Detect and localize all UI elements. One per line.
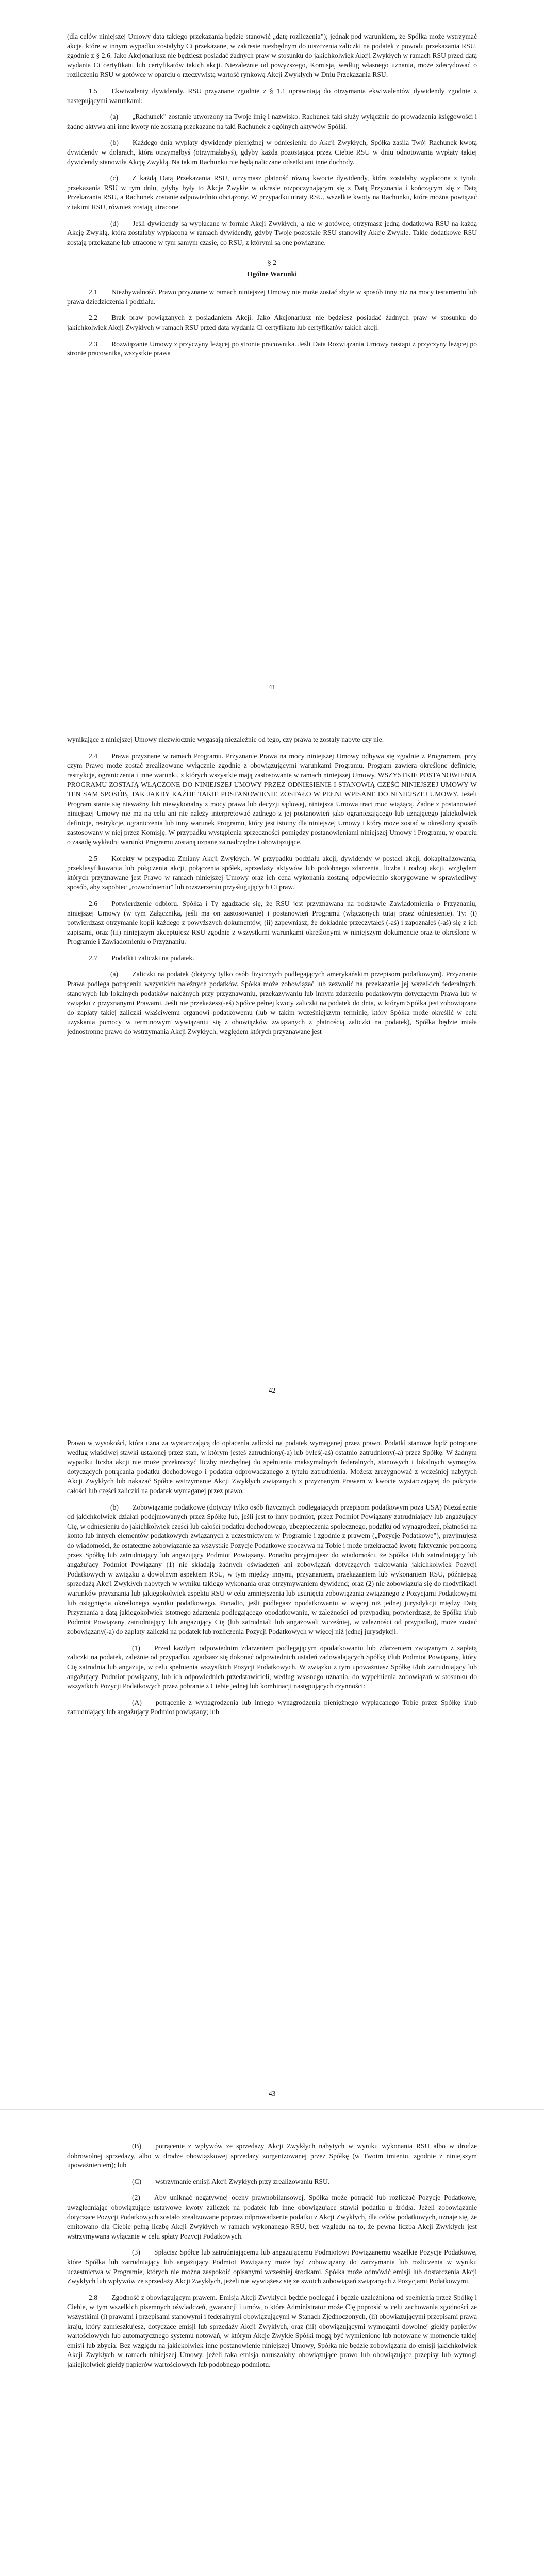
paragraph-2-7-b-1: (1) Przed każdym odpowiednim zdarzeniem podlegającym opodatkowaniu lub zdarzeniem związanym z zapłatą zaliczki na podatek, zależnie od przypadku, zgadzasz się dokonać odpowiednich ustaleń zadowalających Spółkę i/lub Podmiot Powiązany, który Cię zatrudnia lub angażuje, w celu spełnienia wszystkich Pozycji Podatkowych. W związku z tym upoważniasz Spółkę i/lub zatrudniający lub angażujący Podmiot powiązany, lub ich odpowiednich przedstawicieli, według własnego uznania, do wypełnienia zobowiązań w stosunku do wszystkich Pozycji Podatkowych przez pobranie z Ciebie jednej lub kombinacji następujących czynności: [67, 1643, 477, 1690]
section-title: Ogólne Warunki [247, 270, 297, 278]
paragraph-2-7-b-1-a: (A) potrącenie z wynagrodzenia lub innego wynagrodzenia pieniężnego wypłacanego Tobie przez Spółkę i/lub zatrudniający lub angażujący Podmiot powiązany; lub [67, 1698, 477, 1716]
paragraph-1-5-c: (c) Z każdą Datą Przekazania RSU, otrzymasz płatność równą kwocie dywidendy, która zostałaby wypłacona z tytułu przekazania RSU w tym dniu, gdyby były to Akcje Zwykłe w okresie rozpoczynającym się z Datą Przyznania i kończącym się z Datą Przekazania RSU, a Rachunek zostanie odpowiednio obciążony. W przypadku utraty RSU, wszelkie kwoty na Rachunku, które można powiązać z takimi RSU, również zostają utracone. [67, 174, 477, 211]
paragraph-2-7-b-1-b: (B) potrącenie z wpływów ze sprzedaży Akcji Zwykłych nabytych w wyniku wykonania RSU albo w drodze dobrowolnej sprzedaży, albo w drodze obowiązkowej sprzedaży zorganizowanej przez Spółkę (w Twoim imieniu, zgodnie z niniejszym upoważnieniem); lub [67, 2142, 477, 2170]
document-page [0, 703, 544, 1406]
paragraph-1-5-a: (a) „Rachunek” zostanie utworzony na Twoje imię i nazwisko. Rachunek taki służy wyłącznie do prowadzenia księgowości i żadne aktywa ani inne kwoty nie zostaną przekazane na taki Rachunek z ogólnych aktywów Spółki. [67, 113, 477, 130]
paragraph-2-5: 2.5 Korekty w przypadku Zmiany Akcji Zwykłych. W przypadku podziału akcji, dywidendy w postaci akcji, dokapitalizowania, przeklasyfikowania lub połączenia akcji, połączenia spółek, sprzedaży aktywów lub podobnego zdarzenia, liczba i rodzaj akcji, względem których przyznawane jest Prawo w ramach niniejszej Umowy oraz ich cena wykonania zostaną odpowiednio skorygowane w sprawiedliwy sposób, aby zapobiec „rozwodnieniu” lub rozszerzeniu przysługujących Ci praw. [67, 854, 477, 891]
document-page [0, 1406, 544, 2110]
paragraph-2-7-a: (a) Zaliczki na podatek (dotyczy tylko osób fizycznych podlegających amerykańskim przepisom podatkowym). Przyznanie Prawa podlega potrąceniu wszystkich należnych podatków. Spółka może zobowiązać lub zezwolić na przekazanie jej wszelkich federalnych, stanowych lub lokalnych podatków należnych przy przyznawaniu, przekazywaniu lub innym zdarzeniu podatkowym dotyczącym Prawa lub w związku z przyznanymi Prawami. Jeśli nie przekażesz(-eś) Spółce pełnej kwoty zaliczki na podatek do dnia, w którym Spółka jest zobowiązana do zapłaty takiej zaliczki właściwemu organowi podatkowemu (lub w takim wcześniejszym terminie, który Spółka może określić w celu uzyskania pomocy w terminowym wywiązaniu się z obowiązków związanych z płatnością zaliczki na podatek), Spółka będzie miała jednostronne prawo do wstrzymania Akcji Zwykłych, względem których przyznawane jest [67, 970, 477, 1036]
paragraph: Prawo w wysokości, która uzna za wystarczającą do opłacenia zaliczki na podatek wymaganej przez prawo. Podatki stanowe bądź potrącane według właściwej stawki ustalonej przez stan, w którym jesteś zatrudniony(-a) lub byłeś(-aś) ostatnio zatrudniony(-a) przez Spółkę. W żadnym wypadku liczba akcji nie może przekroczyć liczby niezbędnej do spełnienia maksymalnych federalnych, stanowych i lokalnych wymogów dotyczących potrącania podatku dochodowego i podatku odprowadzanego z tytułu zatrudnienia. Możesz zrezygnować z wcześniej nabytych Akcji Zwykłych lub nakazać Spółce wstrzymanie Akcji Zwykłych związanych z przyznanym Prawem w kwocie wystarczającej do pokrycia całości lub części zaliczki na podatek wymaganej przez prawo. [67, 1439, 477, 1495]
paragraph: (dla celów niniejszej Umowy data takiego przekazania będzie stanowić „datę rozliczenia”); jednak pod warunkiem, że Spółka może wstrzymać akcje, które w innym wypadku zostałyby Ci przekazane, w zakresie niezbędnym do uiszczenia zaliczki na podatek z powodu przekazania RSU, zgodnie z § 2.6. Jako Akcjonariusz nie będziesz posiadać żadnych praw w stosunku do jakichkolwiek Akcji Zwykłych w ramach RSU przed datą wydania Ci certyfikatu lub certyfikatów takich akcji. Niezależnie od powyższego, Komisja, według własnego uznania, może zdecydować o rozliczeniu RSU w gotówce w oparciu o rzeczywistą wartość rynkową Akcji Zwykłych w Dniu Przekazania RSU. [67, 32, 477, 79]
paragraph-1-5-d: (d) Jeśli dywidendy są wypłacane w formie Akcji Zwykłych, a nie w gotówce, otrzymasz jedną dodatkową RSU na każdą Akcję Zwykłą, która zostałaby wypłacona w ramach dywidendy, gdyby Twoje pozostałe RSU stanowiły Akcje Zwykłe. Takie dodatkowe RSU zostają przekazane lub utracone w tym samym czasie, co RSU, z którymi są one powiązane. [67, 219, 477, 246]
page-number: 42 [268, 1386, 276, 1394]
page-number: 41 [268, 683, 276, 691]
paragraph-2-7-b: (b) Zobowiązanie podatkowe (dotyczy tylko osób fizycznych podlegających przepisom podatkowym poza USA) Niezależnie od jakichkolwiek działań podejmowanych przez Spółkę lub, jeśli jest to inny podmiot, przez Podmiot Powiązany zatrudniający lub angażujący Cię, w odniesieniu do jakichkolwiek części lub całości podatku dochodowego, ubezpieczenia społecznego, podatku od wynagrodzeń, płatności na konto lub innych elementów podatkowych związanych z uczestnictwem w Programie i zgodnie z prawem („Pozycje Podatkowe”), przyjmujesz do wiadomości, że ostateczne zobowiązanie za wszystkie Pozycje Podatkowe spoczywa na Tobie i może przekraczać kwotę faktycznie potrąconą przez Spółkę lub zatrudniający lub angażujący Podmiot Powiązany. Ponadto przyjmujesz do wiadomości, że Spółka i/lub zatrudniający lub angażujący Podmiot Powiązany (1) nie składają żadnych oświadczeń ani zobowiązań dotyczących traktowania jakichkolwiek Pozycji Podatkowych w związku z dowolnym aspektem RSU, w tym między innymi, przyznaniem, przekazaniem lub wykonaniem RSU, późniejszą sprzedażą Akcji Zwykłych nabytych w wyniku takiego wykonania oraz otrzymywaniem dywidend; oraz (2) nie zobowiązują się do modyfikacji warunków przyznania lub jakiegokolwiek aspektu RSU w celu zmniejszenia lub usunięcia zobowiązania związanego z Pozycjami Podatkowymi lub osiągnięcia określonego wyniku podatkowego. Ponadto, jeśli podlegasz opodatkowaniu w więcej niż jednej jurysdykcji między Datą Przyznania a datą jakiegokolwiek istotnego zdarzenia podlegającego opodatkowaniu, w zależności od przypadku, potwierdzasz, że Spółka i/lub Podmiot Powiązany zatrudniający lub angażujący Cię (lub zatrudniali lub angażowali wcześniej, w zależności od przypadku), może zostać zobowiązany(-a) do zapłaty zaliczki na podatek lub rozliczenia Pozycji Podatkowych w więcej niż jednej jurysdykcji. [67, 1503, 477, 1636]
page-number: 43 [268, 2090, 276, 2097]
document-page [0, 0, 544, 703]
paragraph-2-2: 2.2 Brak praw powiązanych z posiadaniem Akcji. Jako Akcjonariusz nie będziesz posiadać żadnych praw w stosunku do jakichkolwiek Akcji Zwykłych w ramach RSU przed datą wydania Ci certyfikatu lub certyfikatów takich akcji. [67, 314, 477, 332]
paragraph-2-8: 2.8 Zgodność z obowiązującym prawem. Emisja Akcji Zwykłych będzie podlegać i będzie uzależniona od spełnienia przez Spółkę i Ciebie, w tym wszelkich pisemnych oświadczeń, gwarancji i umów, o które Administrator może Cię poprosić w celu zachowania zgodności ze wszystkimi (i) prawami i przepisami stanowymi i federalnymi obowiązującymi w Stanach Zjednoczonych, (ii) obowiązującymi przepisami prawa kraju, który zamieszkujesz, dotyczące emisji lub sprzedaży Akcji Zwykłych, oraz (iii) obowiązującymi wymogami dowolnej giełdy papierów wartościowych lub automatycznego systemu notowań, w którym Akcje Zwykłe Spółki mogą być wymienione lub notowane w momencie takiej emisji lub zbycia. Bez względu na jakiekolwiek inne postanowienie niniejszej Umowy, Spółka nie będzie zobowiązana do emisji jakichkolwiek Akcji Zwykłych w ramach niniejszej Umowy, jeżeli taka emisja naruszałaby obowiązujące prawo lub obowiązujące przepisy lub wymogi jakiejkolwiek giełdy papierów wartościowych lub podobnego podmiotu. [67, 2293, 477, 2368]
document-page [0, 2110, 544, 2576]
paragraph-2-1: 2.1 Niezbywalność. Prawo przyznane w ramach niniejszej Umowy nie może zostać zbyte w sposób inny niż na mocy testamentu lub prawa dziedziczenia i podziału. [67, 288, 477, 306]
paragraph-2-3: 2.3 Rozwiązanie Umowy z przyczyny leżącej po stronie pracownika. Jeśli Data Rozwiązania Umowy nastąpi z przyczyny leżącej po stronie pracownika, wszystkie prawa [67, 340, 477, 358]
paragraph-2-7-b-2: (2) Aby uniknąć negatywnej oceny prawnobilansowej, Spółka może potrącić lub rozliczać Pozycje Podatkowe, uwzględniając obowiązujące ustawowe kwoty zaliczek na podatek lub inne obowiązujące stawki podatku u źródła. Jeżeli zobowiązanie dotyczące Pozycji Podatkowych zostało zrealizowane poprzez odprowadzenie podatku z Akcji Zwykłych, dla celów podatkowych, uznaje się, że emitowano dla Ciebie pełną liczbę Akcji Zwykłych w ramach wykonanego RSU, bez względu na to, że pewna liczba Akcji Zwykłych jest wstrzymywana wyłącznie w celu spłaty Pozycji Podatkowych. [67, 2194, 477, 2240]
section-number: § 2 [268, 259, 276, 267]
paragraph-2-7: 2.7 Podatki i zaliczki na podatek. [89, 954, 194, 962]
paragraph-2-4: 2.4 Prawa przyznane w ramach Programu. Przyznanie Prawa na mocy niniejszej Umowy odbywa się zgodnie z Programem, przy czym Prawo może zostać zrealizowane wyłącznie zgodnie z obowiązującymi warunkami Programu. Program zawiera określone definicje, restrykcje, ograniczenia i inne warunki, z których wszystkie mają zastosowanie w ramach niniejszej Umowy. WSZYSTKIE POSTANOWIENIA PROGRAMU ZOSTAJĄ WŁĄCZONE DO NINIEJSZEJ UMOWY PRZEZ ODNIESIENIE I STANOWIĄ CZĘŚĆ NINIEJSZEJ UMOWY W TEN SAM SPOSÓB, TAK JAKBY KAŻDE TAKIE POSTANOWIENIE ZOSTAŁO W PEŁNI WPISANE DO NINIEJSZEJ UMOWY. Jeżeli Program stanie się nieważny lub niewykonalny z mocy prawa lub decyzji sądowej, niniejsza Umowa traci moc wiążącą. Żadne z postanowień niniejszej Umowy nie ma na celu ani nie należy interpretować żadnego z jej postanowień jako ograniczającego lub uznającego jakiekolwiek definicje, restrykcje, ograniczenia lub inny warunek Programu, który jest istotny dla niniejszej Umowy i który może zostać w określony sposób zastosowany w niej przez Komisję. W przypadku wystąpienia sprzeczności pomiędzy postanowieniami niniejszej Umowy i Programu, w oparciu o zasadę wykładni warunki Programu zostaną uznane za nadrzędne i obowiązujące. [67, 752, 477, 846]
paragraph-1-5: 1.5 Ekwiwalenty dywidendy. RSU przyznane zgodnie z § 1.1 uprawniają do otrzymania ekwiwalentów dywidendy zgodnie z następującymi warunkami: [67, 87, 477, 105]
paragraph-2-6: 2.6 Potwierdzenie odbioru. Spółka i Ty zgadzacie się, że RSU jest przyznawana na podstawie Zawiadomienia o Przyznaniu, niniejszej Umowy (w tym Załącznika, jeśli ma on zastosowanie) i postanowień Programu (włączonych tutaj przez odniesienie). Ty: (i) potwierdzasz otrzymanie kopii każdego z powyższych dokumentów, (ii) zapewniasz, że dokładnie przeczytałeś (-aś) i zapoznałeś (-aś) się z ich zapisami, oraz (iii) niniejszym akceptujesz RSU zgodnie z wszystkimi warunkami określonymi w niniejszym dokumencie oraz te określone w Programie i Zawiadomieniu o Przyznaniu. [67, 899, 477, 946]
paragraph-1-5-b: (b) Każdego dnia wypłaty dywidendy pieniężnej w odniesieniu do Akcji Zwykłych, Spółka zasila Twój Rachunek kwotą dywidendy w dolarach, która otrzymałbyś (otrzymałabyś), gdyby każda pozostająca przez Ciebie RSU w dniu odnotowania wypłaty takiej dywidendy stanowiła Akcję Zwykłą. Na takim Rachunku nie będą naliczane odsetki ani inne dochody. [67, 139, 477, 166]
paragraph-2-7-b-1-c: (C) wstrzymanie emisji Akcji Zwykłych przy zrealizowaniu RSU. [132, 2177, 330, 2185]
paragraph: wynikające z niniejszej Umowy niezwłocznie wygasają niezależnie od tego, czy prawa te zostały nabyte czy nie. [67, 736, 384, 743]
paragraph-2-7-b-3: (3) Spłacisz Spółce lub zatrudniającemu lub angażującemu Podmiotowi Powiązanemu wszelkie Pozycje Podatkowe, które Spółka lub zatrudniający lub angażujący Podmiot Powiązany może być zobowiązany do zatrzymania lub rozliczenia w wyniku uczestnictwa w Programie, których nie można zaspokoić opisanymi wcześniej środkami. Spółka może odmówić emisji lub dostarczenia Akcji Zwykłych lub wpływów ze sprzedaży Akcji Zwykłych, jeżeli nie wywiążesz się ze swoich zobowiązań związanych z Pozycjami Podatkowymi. [67, 2248, 477, 2285]
